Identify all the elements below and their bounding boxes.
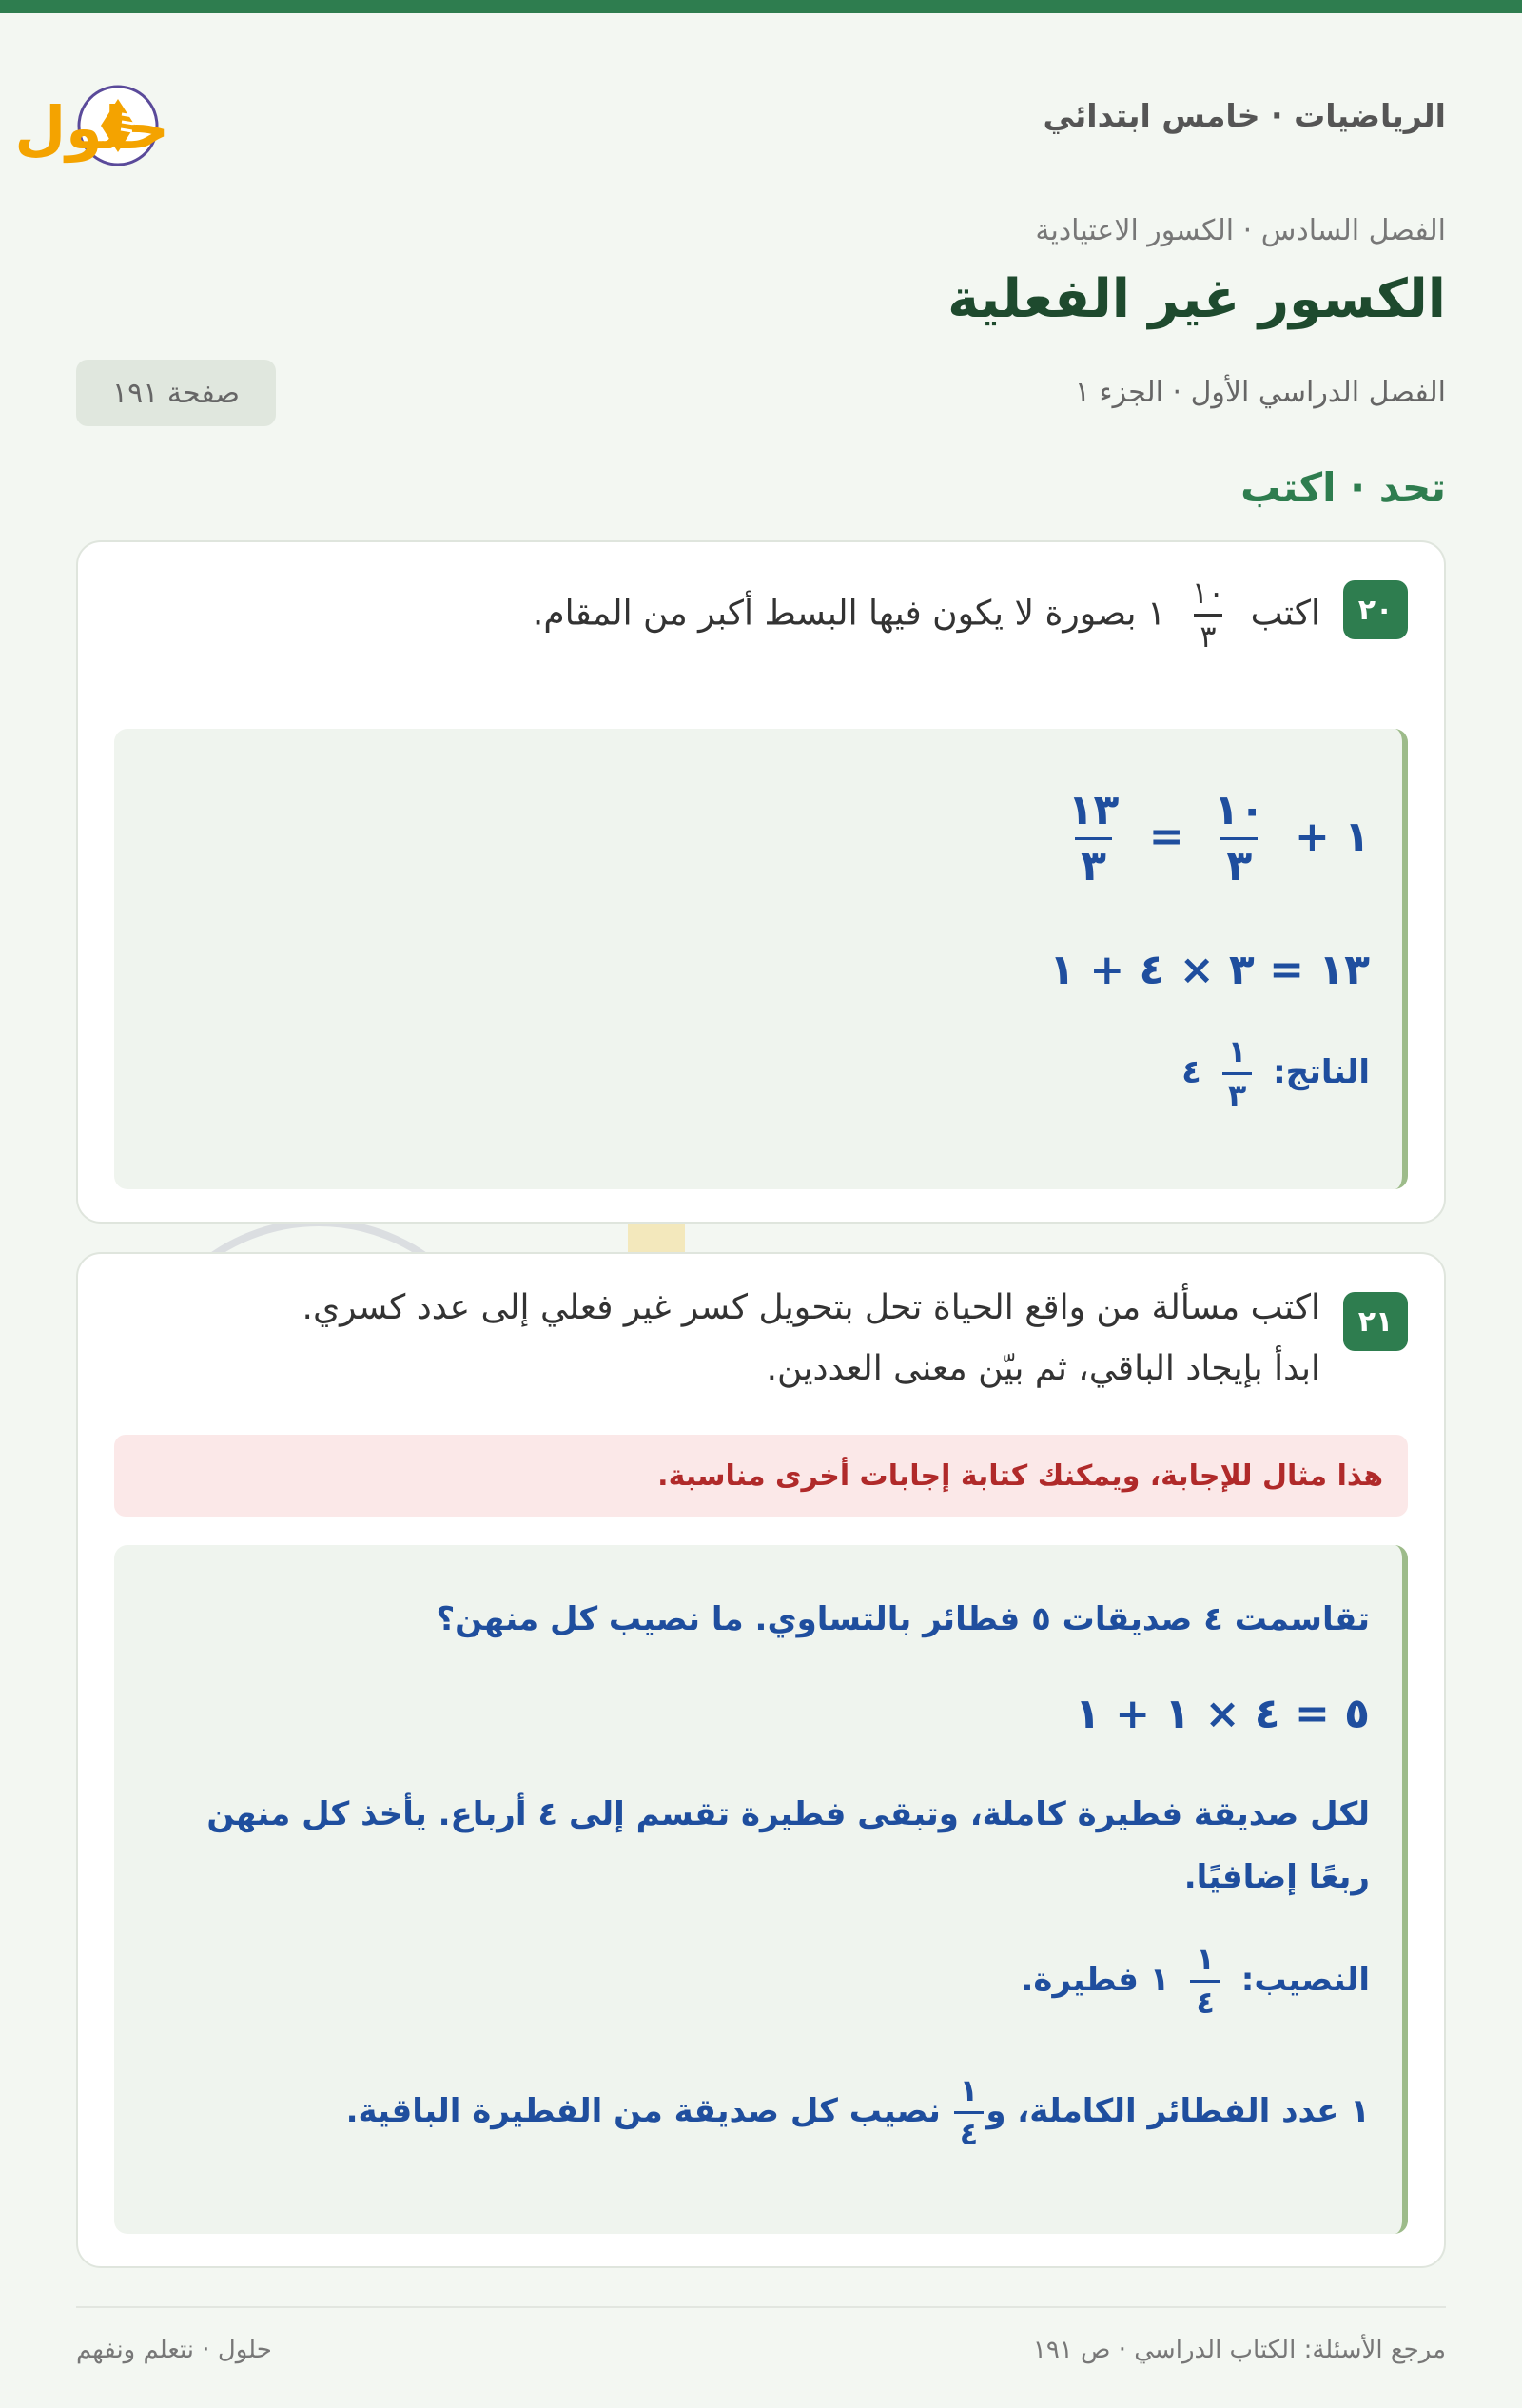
- question-card-20: [76, 540, 1446, 1224]
- fraction-denominator: ٣: [1075, 837, 1112, 890]
- fraction-numerator: ١: [1227, 1033, 1247, 1069]
- top-accent-bar: [0, 0, 1522, 13]
- equals-sign: =: [1148, 812, 1184, 861]
- fraction-numerator: ١٣: [1067, 786, 1120, 834]
- chapter-label: الفصل السادس · الكسور الاعتيادية: [1035, 214, 1446, 247]
- question-text-after: ١ بصورة لا يكون فيها البسط أكبر من المقام.: [532, 594, 1166, 634]
- page-title: الكسور غير الفعلية: [947, 268, 1446, 330]
- fraction-numerator: ١: [1196, 1941, 1215, 1977]
- fraction-denominator: ٣: [1222, 1072, 1253, 1112]
- subject-label: الرياضيات · خامس ابتدائي: [1043, 97, 1446, 134]
- answer-equation-2: ١٣ = ٣ × ٤ + ١: [1049, 946, 1370, 994]
- result-fraction: [1063, 788, 1125, 891]
- answer-share: [1021, 1943, 1370, 2020]
- answer-fraction: [1208, 788, 1271, 891]
- answer-equation-1: [1053, 788, 1370, 891]
- fraction-numerator: ١٠: [1213, 786, 1265, 834]
- meaning-text-after: نصيب كل صديقة من الفطيرة الباقية.: [345, 2092, 941, 2131]
- question-number-badge: ٢٠: [1343, 580, 1408, 639]
- share-label: النصيب:: [1240, 1961, 1370, 2000]
- plus-sign: +: [1294, 812, 1330, 861]
- explanation-line-1: لكل صديقة فطيرة كاملة، وتبقى فطيرة تقسم إلى ٤ أرباع. يأخذ كل منهن: [206, 1795, 1370, 1833]
- question-text-before: اكتب: [1250, 594, 1320, 634]
- explanation-line-2: ربعًا إضافيًا.: [1183, 1858, 1370, 1897]
- footer-divider: [76, 2306, 1446, 2308]
- footer-reference: مرجع الأسئلة: الكتاب الدراسي · ص ١٩١: [1032, 2336, 1446, 2364]
- question-number-badge: ٢١: [1343, 1292, 1408, 1351]
- fraction-numerator: ١: [959, 2072, 979, 2108]
- fraction-numerator: ١٠: [1191, 575, 1225, 611]
- fraction-denominator: ٣: [1220, 837, 1258, 890]
- share-unit: فطيرة.: [1021, 1961, 1139, 2000]
- answer-problem: تقاسمت ٤ صديقات ٥ فطائر بالتساوي. ما نصيب كل منهن؟: [436, 1600, 1370, 1638]
- meaning-text-before: ١ عدد الفطائر الكاملة، و: [985, 2092, 1370, 2131]
- fraction-denominator: ٤: [954, 2111, 985, 2151]
- answer-explanation: [146, 1783, 1370, 1909]
- result-label: الناتج:: [1273, 1053, 1370, 1092]
- whole-number: ٤: [1181, 1053, 1201, 1092]
- brand-logo[interactable]: [14, 67, 342, 171]
- answer-result: [1181, 1035, 1370, 1112]
- term-label: الفصل الدراسي الأول · الجزء ١: [1074, 376, 1446, 409]
- example-answer-note: هذا مثال للإجابة، ويمكنك كتابة إجابات أخرى مناسبة.: [114, 1435, 1408, 1517]
- question-text-line-1: اكتب مسألة من واقع الحياة تحل بتحويل كسر غير فعلي إلى عدد كسري.: [302, 1288, 1320, 1327]
- question-card-21: [76, 1252, 1446, 2268]
- fraction-denominator: ٣: [1194, 614, 1221, 654]
- answer-box: [114, 1545, 1408, 2234]
- logo-icon: [14, 67, 342, 171]
- answer-meaning: [346, 2074, 1370, 2151]
- answer-equation: ٥ = ٤ × ١ + ١: [1075, 1690, 1370, 1738]
- whole-number: ١: [1149, 1961, 1170, 2000]
- answer-box: [114, 729, 1408, 1189]
- question-text: [533, 577, 1320, 654]
- question-text-line-2: ابدأ بإيجاد الباقي، ثم بيّن معنى العددين.: [766, 1349, 1320, 1388]
- whole-number: ١: [1344, 812, 1370, 861]
- meaning-fraction: [954, 2074, 985, 2151]
- footer-brand: حلول · نتعلم ونفهم: [76, 2336, 272, 2364]
- page-number-badge: صفحة ١٩١: [76, 360, 276, 426]
- section-title: تحد · اكتب: [1240, 464, 1446, 511]
- svg-text:حلول: حلول: [14, 93, 169, 163]
- fraction-denominator: ٤: [1190, 1980, 1220, 2020]
- question-fraction: [1186, 577, 1230, 654]
- page-header: [14, 67, 1446, 171]
- share-fraction: [1190, 1943, 1220, 2020]
- result-fraction: [1222, 1035, 1253, 1112]
